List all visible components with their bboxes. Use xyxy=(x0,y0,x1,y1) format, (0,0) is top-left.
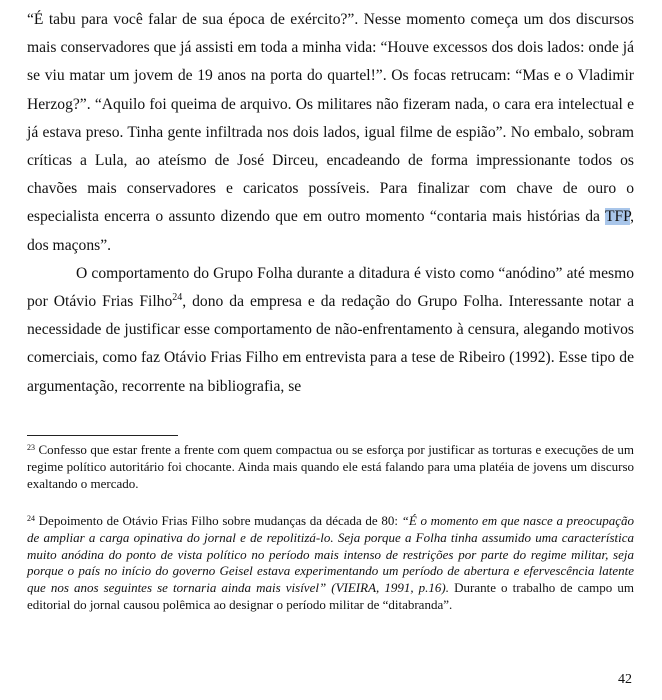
page-number: 42 xyxy=(618,672,632,687)
main-text xyxy=(27,6,634,401)
paragraph-2-text: O comportamento do Grupo Folha durante a ditadura é visto como “anódino” até mesmo por Otávio Frias Filho xyxy=(27,264,634,311)
footnote-24 xyxy=(27,513,634,614)
footnote-23 xyxy=(27,442,634,492)
footnote-separator xyxy=(27,435,178,436)
footnote-24-tail: Durante o trabalho de campo um editorial do jornal causou polêmica ao designar o período militar de “ditabranda”. xyxy=(27,580,634,612)
footnote-number-24: 24 xyxy=(27,514,35,523)
footnote-23-text: Confesso que estar frente a frente com quem compactua ou se esforça por justificar as torturas e execuções de um regime político autoritário foi chocante. Ainda mais quando ele está falando para uma platéia de jovens um discurso exaltando o mercado. xyxy=(27,442,634,491)
footnote-ref-24[interactable]: 24 xyxy=(172,292,183,304)
paragraph-1 xyxy=(27,6,634,260)
paragraph-1-end: , dos maçons”. xyxy=(27,208,634,254)
footnote-24-lead: Depoimento de Otávio Frias Filho sobre mudanças da década de 80: xyxy=(35,513,402,528)
paragraph-1-text: “É tabu para você falar de sua época de exército?”. Nesse momento começa um dos discursos mais conservadores que já assisti em toda a minha vida: “Houve excessos dos dois lados: onde já se viu matar um jovem de 19 anos na porta do quartel!”. Os focas retrucam: “Mas e o Vladimir Herzog?”. “Aquilo foi queima de arquivo. Os militares não fizeram nada, o cara era intelectual e já estava preso. Tinha gente infiltrada nos dois lados, igual filme de espião”. No embalo, sobram críticas a Lula, ao ateísmo de José Dirceu, encadeando de forma impressionante todos os chavões mais conservadores e caricatos possíveis. Para finalizar com chave de ouro o especialista encerra o assunto dizendo que em outro momento “contaria mais histórias da xyxy=(27,11,634,226)
highlighted-term[interactable]: TFP xyxy=(604,208,631,226)
paragraph-2 xyxy=(27,260,634,401)
footnote-24-quote: “É o momento em que nasce a preocupação de ampliar a carga opinativa do jornal e de repolitizá-lo. Seja porque a Folha tinha assumido uma característica muito anódina do ponto de vista político no período mais intenso de restrições por parte do regime militar, seja porque o país no início do governo Geisel estava experimentando um período de abertura e efervescência latente que nos anos seguintes se tornaria ainda mais visível” (VIEIRA, 1991, p.16). xyxy=(27,513,634,596)
footnote-number-23: 23 xyxy=(27,443,35,452)
paragraph-2-end: , dono da empresa e da redação do Grupo Folha. Interessante notar a necessidade de justificar esse comportamento de não-enfrentamento à censura, alegando motivos comerciais, como faz Otávio Frias Filho em entrevista para a tese de Ribeiro (1992). Esse tipo de argumentação, recorrente na bibliografia, se xyxy=(27,293,634,395)
